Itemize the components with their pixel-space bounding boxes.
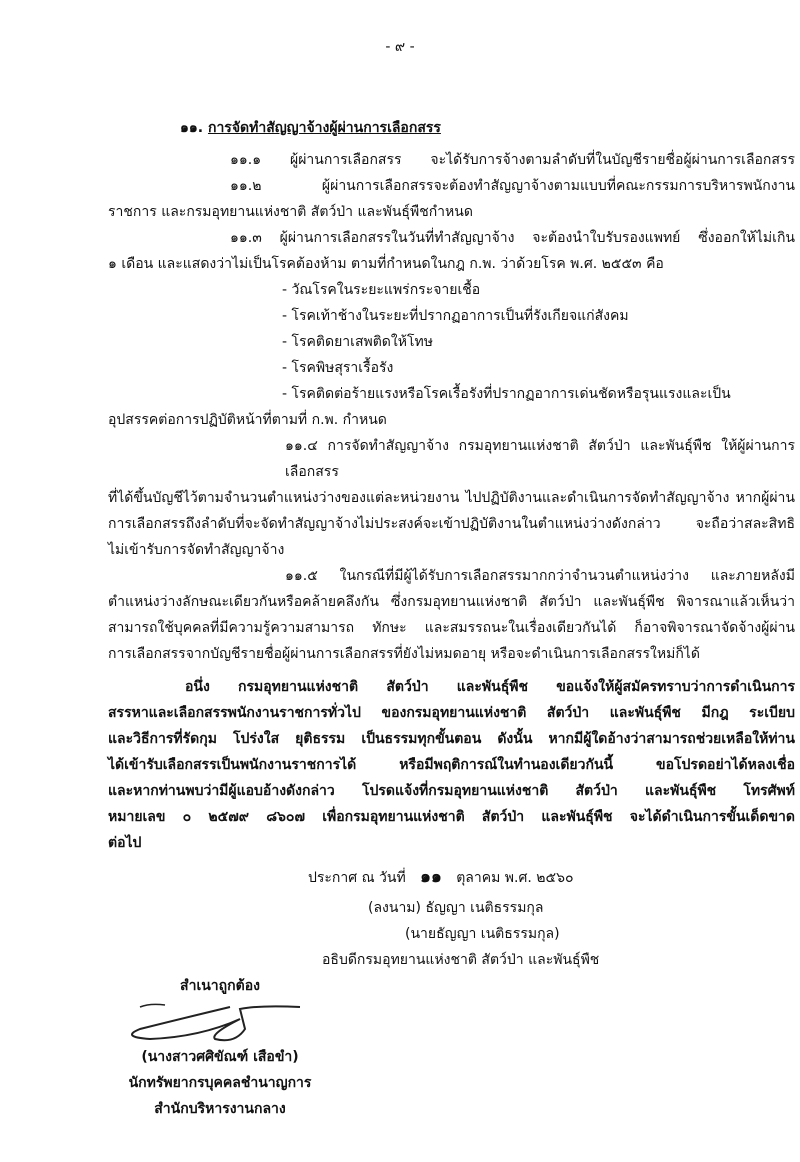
item-11-3: ๑๑.๓ ผู้ผ่านการเลือกสรรในวันที่ทำสัญญาจ้าง จะต้องนำใบรับรองแพทย์ ซึ่งออกให้ไม่เกิน (230, 230, 795, 246)
notice-line: และวิธีการที่รัดกุม โปร่งใส ยุติธรรม เป็นธรรมทุกขั้นตอน ดังนั้น หากมีผู้ใดอ้างว่าสามารถช่วยเหลือให้ท่าน (108, 731, 795, 747)
notice-line: ต่อไป (108, 835, 142, 851)
section-number: ๑๑. (180, 120, 204, 136)
notice-line: หมายเลข ๐ ๒๕๗๙ ๘๖๐๗ เพื่อกรมอุทยานแห่งชาติ สัตว์ป่า และพันธุ์พืช จะได้ดำเนินการขั้นเด็ดขาด (108, 809, 795, 825)
section-title: การจัดทำสัญญาจ้างผู้ผ่านการเลือกสรร (207, 120, 441, 136)
signatory-signed: (ลงนาม) ธัญญา เนติธรรมกุล (368, 900, 544, 916)
announce-prefix: ประกาศ ณ วันที่ (308, 870, 406, 886)
notice-line: ได้เข้ารับเลือกสรรเป็นพนักงานราชการได้ หรือมีพฤติการณ์ในทำนองเดียวกันนี้ ขอโปรดอย่าได้หลงเชื่อ (108, 757, 795, 773)
notice-line: สรรหาและเลือกสรรพนักงานราชการทั่วไป ของกรมอุทยานแห่งชาติ สัตว์ป่า และพันธุ์พืช มีกฎ ระเบียบ (108, 705, 795, 721)
disease-item: - โรคเท้าช้างในระยะที่ปรากฏอาการเป็นที่รังเกียจแก่สังคม (282, 308, 629, 324)
item-11-4-cont: ที่ได้ขึ้นบัญชีไว้ตามจำนวนตำแหน่งว่างของแต่ละหน่วยงาน ไปปฏิบัติงานและดำเนินการจัดทำสัญญาจ้าง หากผู้ผ่าน (108, 490, 795, 506)
item-11-5-cont: สามารถใช้บุคคลที่มีความรู้ความสามารถ ทักษะ และสมรรถนะในเรื่องเดียวกันได้ ก็อาจพิจารณาจัดจ้างผู้ผ่าน (108, 620, 795, 636)
certified-position: นักทรัพยากรบุคคลชำนาญการ (128, 1075, 312, 1091)
page-number: - ๙ - (385, 39, 415, 55)
disease-item: - โรคติดต่อร้ายแรงหรือโรคเรื้อรังที่ปรากฏอาการเด่นชัดหรือรุนแรงและเป็น (282, 386, 731, 402)
certified-office: สำนักบริหารงานกลาง (154, 1101, 286, 1117)
item-11-2-cont: ราชการ และกรมอุทยานแห่งชาติ สัตว์ป่า และพันธุ์พืชกำหนด (108, 204, 473, 220)
disease-item: - โรคติดยาเสพติดให้โทษ (282, 334, 433, 350)
announce-date (108, 864, 795, 891)
item-11-2: ๑๑.๒ ผู้ผ่านการเลือกสรรจะต้องทำสัญญาจ้างตามแบบที่คณะกรรมการบริหารพนักงาน (230, 178, 795, 194)
item-11-1: ๑๑.๑ ผู้ผ่านการเลือกสรร จะได้รับการจ้างตามลำดับที่ในบัญชีรายชื่อผู้ผ่านการเลือกสรร (230, 152, 795, 168)
disease-item: - โรคพิษสุราเรื้อรัง (282, 360, 394, 376)
item-11-4-cont: ไม่เข้ารับการจัดทำสัญญาจ้าง (108, 542, 285, 558)
item-11-4-cont: การเลือกสรรถึงลำดับที่จะจัดทำสัญญาจ้างไม่ประสงค์จะเข้าปฏิบัติงานในตำแหน่งว่างดังกล่าว จะถือว่าสละสิทธิ (108, 516, 795, 532)
disease-cont: อุปสรรคต่อการปฏิบัติหน้าที่ตามที่ ก.พ. กำหนด (108, 412, 387, 428)
item-11-4: ๑๑.๔ การจัดทำสัญญาจ้าง กรมอุทยานแห่งชาติ สัตว์ป่า และพันธุ์พืช ให้ผู้ผ่านการเลือกสรร (285, 438, 795, 480)
item-11-5-cont: การเลือกสรรจากบัญชีรายชื่อผู้ผ่านการเลือกสรรที่ยังไม่หมดอายุ หรือจะดำเนินการเลือกสรรใหม่ก็ได้ (108, 646, 700, 662)
notice-line: อนึ่ง กรมอุทยานแห่งชาติ สัตว์ป่า และพันธุ์พืช ขอแจ้งให้ผู้สมัครทราบว่าการดำเนินการ (185, 679, 795, 695)
handwritten-signature (120, 999, 320, 1044)
section-heading (108, 115, 795, 141)
signatory-name: (นายธัญญา เนติธรรมกุล) (405, 926, 560, 942)
item-11-3-cont: ๑ เดือน และแสดงว่าไม่เป็นโรคต้องห้าม ตามที่กำหนดในกฎ ก.พ. ว่าด้วยโรค พ.ศ. ๒๕๕๓ คือ (108, 256, 664, 272)
disease-item: - วัณโรคในระยะแพร่กระจายเชื้อ (282, 282, 481, 298)
signatory-position: อธิบดีกรมอุทยานแห่งชาติ สัตว์ป่า และพันธุ์พืช (322, 952, 600, 968)
certified-label: สำเนาถูกต้อง (180, 978, 260, 994)
document-page (108, 0, 795, 1162)
announce-suffix: ตุลาคม พ.ศ. ๒๕๖๐ (456, 870, 574, 886)
certified-block (80, 973, 360, 1122)
notice-line: และหากท่านพบว่ามีผู้แอบอ้างดังกล่าว โปรดแจ้งที่กรมอุทยานแห่งชาติ สัตว์ป่า และพันธุ์พืช โทรศัพท์ (108, 783, 795, 799)
certified-name: (นางสาวศศิขัณฑ์ เสือขำ) (141, 1049, 299, 1065)
announce-day: ๑๑ (420, 867, 442, 887)
item-11-5-cont: ตำแหน่งว่างลักษณะเดียวกันหรือคล้ายคลึงกัน ซึ่งกรมอุทยานแห่งชาติ สัตว์ป่า และพันธุ์พืช พิจารณาแล้วเห็นว่า (108, 594, 795, 610)
item-11-5: ๑๑.๕ ในกรณีที่มีผู้ได้รับการเลือกสรรมากกว่าจำนวนตำแหน่งว่าง และภายหลังมี (285, 568, 795, 584)
